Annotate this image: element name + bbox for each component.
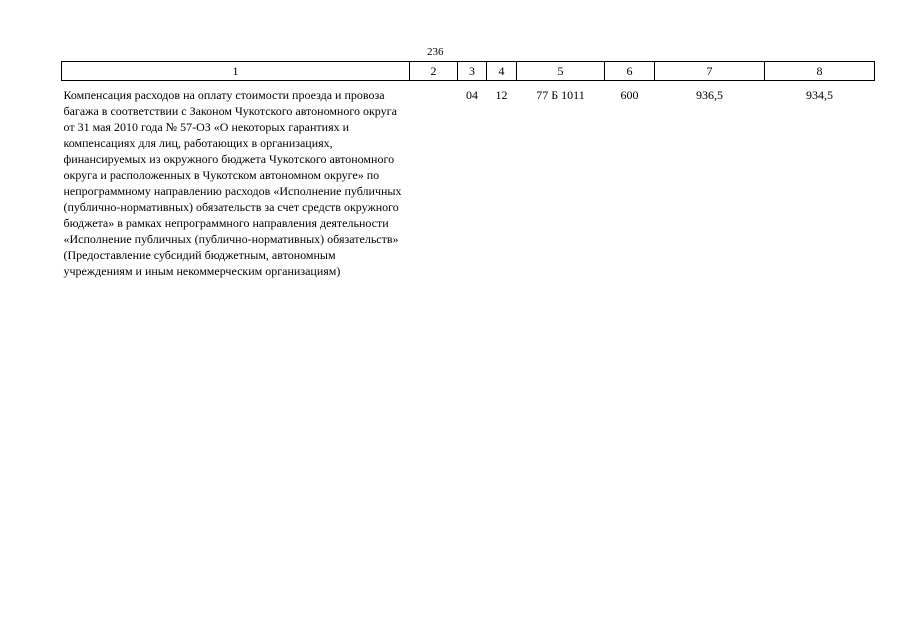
row-amount-2: 934,5 — [806, 88, 833, 102]
header-col-5: 5 — [517, 62, 605, 81]
table-row — [62, 81, 875, 280]
page-number: 236 — [427, 46, 444, 58]
header-col-7: 7 — [655, 62, 765, 81]
header-col-6: 6 — [605, 62, 655, 81]
header-row — [62, 62, 875, 81]
header-col-8: 8 — [765, 62, 875, 81]
row-expense-type: 600 — [620, 88, 639, 102]
budget-table — [61, 61, 875, 279]
header-col-1: 1 — [62, 62, 410, 81]
row-section: 04 — [466, 88, 478, 102]
row-col-2 — [410, 81, 458, 280]
header-col-3: 3 — [458, 62, 487, 81]
row-subsection: 12 — [495, 88, 508, 102]
header-col-4: 4 — [487, 62, 517, 81]
row-description: Компенсация расходов на оплату стоимости проезда и провоза багажа в соответствии с Законом Чукотского автономного округа от 31 мая 2010 года № 57-ОЗ «О некоторых гарантиях и компенсациях для лиц, работающих в организациях, финансируемых из окружного бюджета Чукотского автономного округа и расположенных в Чукотском автономном округе» по непрограммному направлению расходов «Исполнение публичных (публично-нормативных) обязательств за счет средств окружного бюджета» в рамках непрограммного направления деятельности «Исполнение публичных (публично-нормативных) обязательств» (Предоставление субсидий бюджетным, автономным учреждениям и иным некоммерческим организациям) — [63, 88, 402, 278]
row-target-article: 77 Б 1011 — [536, 88, 585, 102]
row-amount-1: 936,5 — [696, 88, 723, 102]
header-col-2: 2 — [410, 62, 458, 81]
